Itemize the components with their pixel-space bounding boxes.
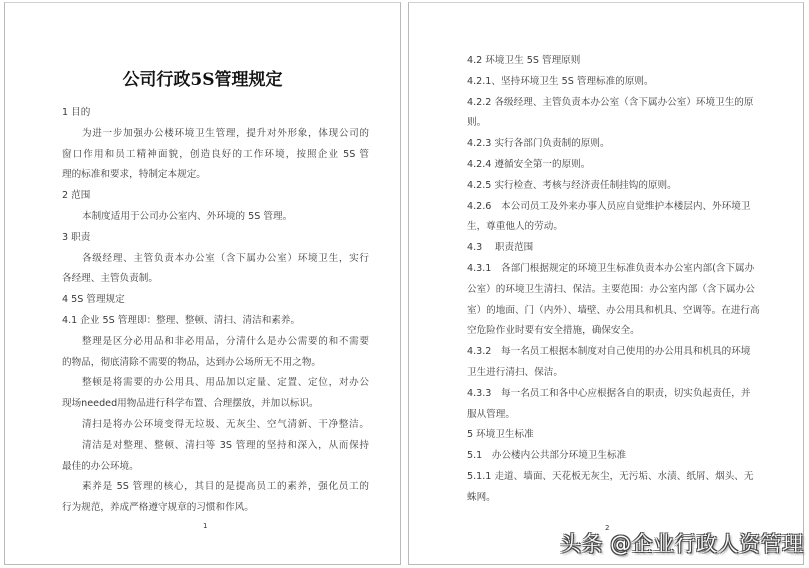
text-line: 各级经理、主管负责本办公室（含下属办公室）环境卫生，实行 [82,252,369,264]
text-line: 蛛网。 [467,491,496,503]
text-line: 3 职责 [62,231,91,243]
text-line: 室）的地面、门（内外）、墙壁、办公用具和机具、空调等。在进行高 [467,304,760,316]
text-line: 4.3.1 各部门根据规定的环境卫生标准负责本办公室内部(含下属办 [467,263,755,274]
document-page-2 [408,2,804,565]
text-line: 生，尊重他人的劳动。 [467,221,563,233]
text-line: 4.2 环境卫生 5S 管理原则 [467,55,581,66]
text-line: 行为规范，养成严格遵守规章的习惯和作风。 [62,502,254,514]
page-number: 2 [605,524,610,532]
text-line: 素养是 5S 管理的核心，其目的是提高员工的素养，强化员工的 [82,481,369,493]
text-line: 为进一步加强办公楼环境卫生管理，提升对外形象，体现公司的 [82,127,369,139]
text-line: 4.3 职责范围 [467,242,534,254]
text-line: 卫生进行清扫、保洁。 [467,367,563,378]
text-line: 1 目的 [62,107,91,118]
text-line: 清洁是对整理、整顿、清扫等 3S 管理的坚持和深入，从而保持 [82,439,369,451]
text-line: 的物品，彻底清除不需要的物品，达到办公场所无不用之物。 [62,356,322,368]
text-line: 5.1 办公楼内公共部分环境卫生标准 [467,450,627,462]
text-line: 则。 [467,117,487,129]
text-line: 现场needed用物品进行科学布置、合理摆放，并加以标识。 [62,398,319,410]
document-page-1 [4,2,401,565]
text-line: 5.1.1 走道、墙面、天花板无灰尘，无污垢、水渍、纸屑、烟头、无 [467,471,754,482]
text-line: 4.2.6 本公司员工及外来办事人员应自觉维护本楼层内、外环境卫 [467,200,751,212]
text-line: 理的标准和要求，特制定本规定。 [62,169,206,181]
text-line: 2 范围 [62,190,91,202]
text-line: 4.2.2 各级经理、主管负责本办公室（含下属办公室）环境卫生的原 [467,96,754,108]
text-line: 各经理、主管负责制。 [62,273,158,285]
text-line: 4.2.3 实行各部门负责制的原则。 [467,138,610,150]
page-number: 1 [203,522,208,530]
text-line: 4 5S 管理规定 [62,294,125,306]
text-line: 清扫是将办公环境变得无垃圾、无灰尘、空气清新、干净整洁。 [82,419,369,430]
text-line: 窗口作用和员工精神面貌，创造良好的工作环境，按照企业 5S 管 [62,148,369,160]
text-line: 空危险作业时要有安全措施，确保安全。 [467,325,640,337]
text-line: 4.2.5 实行检查、考核与经济责任制挂钩的原则。 [467,179,677,191]
text-line: 4.1 企业 5S 管理即：整理、整顿、清扫、清洁和素养。 [62,315,301,326]
text-line: 整顿是将需要的办公用具、用品加以定量、定置、定位，对办公 [82,377,369,389]
text-line: 整理是区分必用品和非必用品，分清什么是办公需要的和不需要 [82,335,369,347]
text-line: 公室）的环境卫生清扫、保洁。主要范围：办公室内部（含下属办公 [467,283,755,295]
text-line: 4.3.3 每一名员工和各中心应根据各自的职责，切实负起责任，并 [467,387,751,399]
text-line: 4.3.2 每一名员工根据本制度对自己使用的办公用具和机具的环境 [467,346,751,358]
text-line: 服从管理。 [467,408,515,420]
text-line: 最佳的办公环境。 [62,460,139,472]
text-line: 4.2.4 遵循安全第一的原则。 [467,159,591,170]
text-line: 5 环境卫生标准 [467,429,534,441]
document-title: 公司行政5S管理规定 [122,70,283,90]
text-line: 4.2.1、坚持环境卫生 5S 管理标准的原则。 [467,75,654,87]
text-line: 本制度适用于公司办公室内、外环境的 5S 管理。 [82,211,293,222]
watermark: 头条 @企业行政人资管理 [560,532,804,556]
